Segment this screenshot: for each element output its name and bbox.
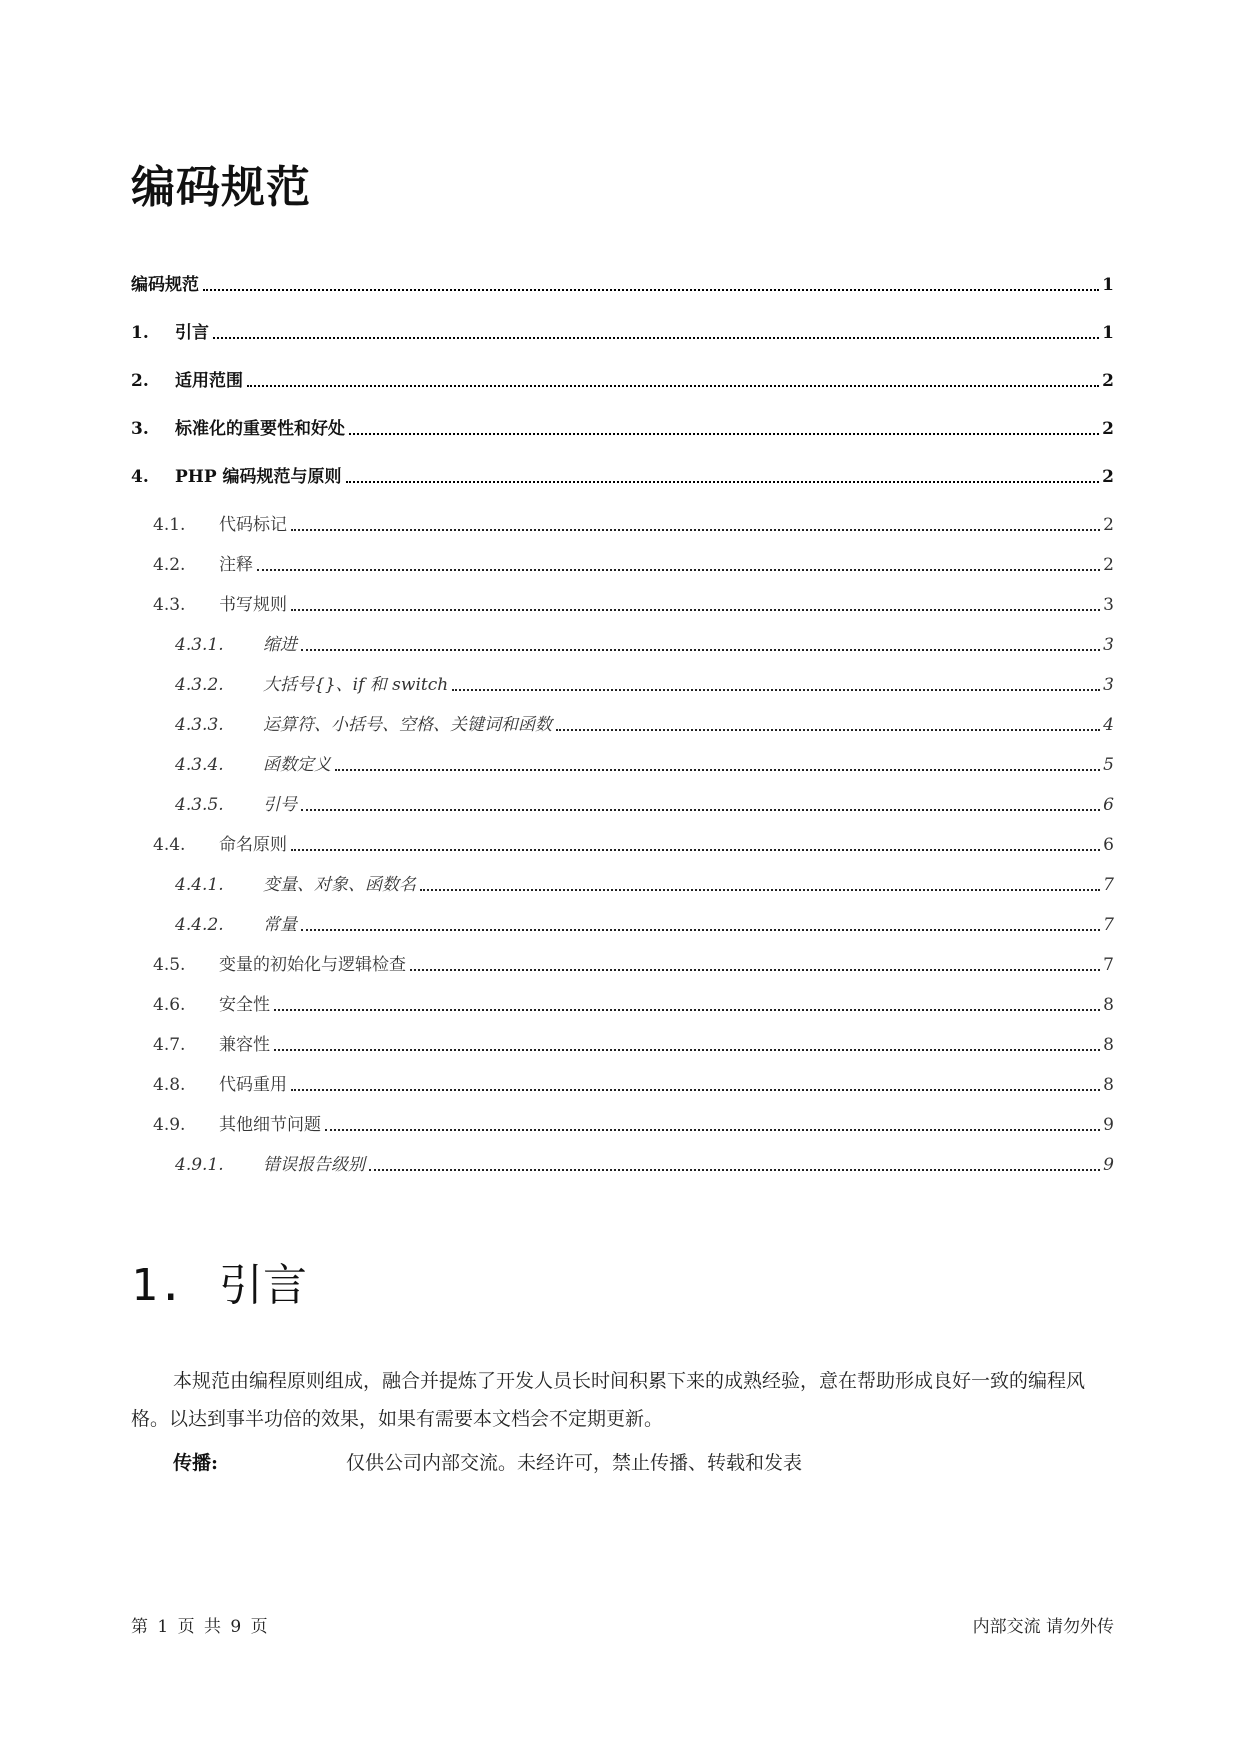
toc-entry-label: 大括号{}、if 和 switch: [263, 675, 449, 695]
toc-dot-leader: [369, 1169, 1100, 1171]
toc-dot-leader: [247, 385, 1099, 387]
toc-entry[interactable]: [131, 908, 1114, 936]
toc-entry-number: 4.3.1.: [175, 635, 224, 655]
toc-entry-number: 4.1.: [153, 515, 186, 535]
toc-dot-leader: [325, 1129, 1100, 1131]
toc-entry[interactable]: [131, 828, 1114, 856]
toc-entry-page: 8: [1103, 995, 1114, 1015]
toc-entry-page: 1: [1102, 323, 1114, 343]
toc-dot-leader: [335, 769, 1100, 771]
toc-entry-label: 函数定义: [263, 755, 331, 775]
toc-entry-number: 4.2.: [153, 555, 186, 575]
toc-entry[interactable]: [131, 948, 1114, 976]
toc-entry-number: 4.4.1.: [175, 875, 224, 895]
toc-entry[interactable]: [131, 548, 1114, 576]
toc-entry-label: 命名原则: [219, 835, 287, 855]
toc-entry[interactable]: [131, 460, 1114, 488]
toc-entry-number: 4.3.2.: [175, 675, 224, 695]
section-number: 1.: [131, 1260, 184, 1311]
toc-entry-page: 8: [1103, 1035, 1114, 1055]
footer-notice: 内部交流 请勿外传: [972, 1617, 1114, 1637]
toc-entry-label: 代码标记: [219, 515, 287, 535]
toc-entry-label: 编码规范: [131, 275, 199, 295]
toc-entry-page: 3: [1103, 635, 1114, 655]
toc-dot-leader: [452, 689, 1100, 691]
toc-entry-page: 9: [1103, 1115, 1114, 1135]
toc-entry-label: 常量: [263, 915, 297, 935]
toc-entry-number: 4.3.3.: [175, 715, 224, 735]
toc-entry[interactable]: [131, 628, 1114, 656]
toc-entry-label: 注释: [219, 555, 253, 575]
toc-entry[interactable]: [131, 316, 1114, 344]
toc-entry-label: 缩进: [263, 635, 297, 655]
toc-entry-page: 2: [1102, 371, 1114, 391]
toc-entry-label: 变量、对象、函数名: [263, 875, 416, 895]
toc-entry-label: 错误报告级别: [263, 1155, 365, 1175]
toc-entry-page: 5: [1103, 755, 1114, 775]
toc-entry[interactable]: [131, 708, 1114, 736]
toc-entry[interactable]: [131, 508, 1114, 536]
toc-entry-number: 4.5.: [153, 955, 186, 975]
section-heading: [131, 1258, 307, 1314]
toc-entry-number: 4.7.: [153, 1035, 186, 1055]
toc-entry-number: 4.8.: [153, 1075, 186, 1095]
toc-dot-leader: [301, 929, 1100, 931]
toc-dot-leader: [274, 1049, 1100, 1051]
intro-paragraph: 本规范由编程原则组成，融合并提炼了开发人员长时间积累下来的成熟经验，意在帮助形成良好一致的编程风格。以达到事半功倍的效果，如果有需要本文档会不定期更新。: [131, 1370, 1086, 1430]
toc-entry-page: 2: [1103, 555, 1114, 575]
toc-dot-leader: [291, 529, 1100, 531]
toc-entry-page: 1: [1102, 275, 1114, 295]
toc-entry[interactable]: [131, 668, 1114, 696]
toc-entry[interactable]: [131, 1108, 1114, 1136]
toc-entry-page: 2: [1102, 419, 1114, 439]
section-title: 引言: [219, 1260, 307, 1311]
toc-entry-label: 兼容性: [219, 1035, 270, 1055]
toc-dot-leader: [291, 1089, 1100, 1091]
toc-entry-number: 4.3.4.: [175, 755, 224, 775]
toc-entry-page: 9: [1103, 1155, 1114, 1175]
toc-entry-number: 4.9.1.: [175, 1155, 224, 1175]
toc-entry[interactable]: [131, 988, 1114, 1016]
toc-entry[interactable]: [131, 1148, 1114, 1176]
document-title: 编码规范: [131, 162, 311, 213]
toc-entry-label: 其他细节问题: [219, 1115, 321, 1135]
toc-dot-leader: [346, 481, 1100, 483]
toc-entry[interactable]: [131, 1068, 1114, 1096]
toc-entry-label: 运算符、小括号、空格、关键词和函数: [263, 715, 552, 735]
toc-entry-number: 4.: [131, 467, 149, 487]
toc-entry[interactable]: [131, 268, 1114, 296]
toc-entry-label: 引言: [175, 323, 209, 343]
footer-page-info: 第 1 页 共 9 页: [131, 1617, 270, 1637]
toc-entry-page: 3: [1103, 675, 1114, 695]
toc-entry-page: 7: [1103, 915, 1114, 935]
toc-dot-leader: [301, 649, 1100, 651]
toc-dot-leader: [420, 889, 1100, 891]
toc-entry-page: 3: [1103, 595, 1114, 615]
toc-entry[interactable]: [131, 788, 1114, 816]
toc-entry-label: 标准化的重要性和好处: [175, 419, 345, 439]
toc-entry-label: 代码重用: [219, 1075, 287, 1095]
toc-entry-number: 3.: [131, 419, 149, 439]
toc-dot-leader: [274, 1009, 1100, 1011]
toc-dot-leader: [349, 433, 1099, 435]
toc-entry[interactable]: [131, 412, 1114, 440]
distribution-label: 传播:: [173, 1452, 219, 1474]
toc-entry-page: 7: [1103, 955, 1114, 975]
toc-dot-leader: [291, 849, 1100, 851]
toc-entry-page: 7: [1103, 875, 1114, 895]
toc-entry-number: 4.6.: [153, 995, 186, 1015]
toc-entry-page: 8: [1103, 1075, 1114, 1095]
distribution-text: 仅供公司内部交流。未经许可，禁止传播、转载和发表: [346, 1452, 803, 1474]
toc-dot-leader: [410, 969, 1100, 971]
toc-entry-label: 书写规则: [219, 595, 287, 615]
toc-entry-page: 6: [1103, 835, 1114, 855]
toc-dot-leader: [556, 729, 1100, 731]
toc-entry-number: 4.9.: [153, 1115, 186, 1135]
toc-entry[interactable]: [131, 588, 1114, 616]
toc-dot-leader: [213, 337, 1099, 339]
toc-entry-label: 安全性: [219, 995, 270, 1015]
toc-entry[interactable]: [131, 364, 1114, 392]
toc-dot-leader: [291, 609, 1100, 611]
toc-entry-label: 引号: [263, 795, 297, 815]
toc-entry-page: 6: [1103, 795, 1114, 815]
toc-entry-page: 2: [1102, 467, 1114, 487]
toc-entry-number: 4.4.: [153, 835, 186, 855]
toc-dot-leader: [203, 289, 1099, 291]
toc-entry-label: PHP 编码规范与原则: [175, 467, 342, 487]
toc-entry-page: 2: [1103, 515, 1114, 535]
toc-entry-number: 1.: [131, 323, 149, 343]
toc-entry-label: 适用范围: [175, 371, 243, 391]
toc-entry-number: 4.3.5.: [175, 795, 224, 815]
toc-dot-leader: [301, 809, 1100, 811]
toc-entry-page: 4: [1103, 715, 1114, 735]
distribution-line: [173, 1444, 802, 1482]
toc-entry-number: 4.3.: [153, 595, 186, 615]
toc-entry[interactable]: [131, 748, 1114, 776]
toc-entry-label: 变量的初始化与逻辑检查: [219, 955, 406, 975]
toc-entry-number: 2.: [131, 371, 149, 391]
toc-entry[interactable]: [131, 868, 1114, 896]
toc-entry-number: 4.4.2.: [175, 915, 224, 935]
toc-entry[interactable]: [131, 1028, 1114, 1056]
toc-dot-leader: [257, 569, 1100, 571]
